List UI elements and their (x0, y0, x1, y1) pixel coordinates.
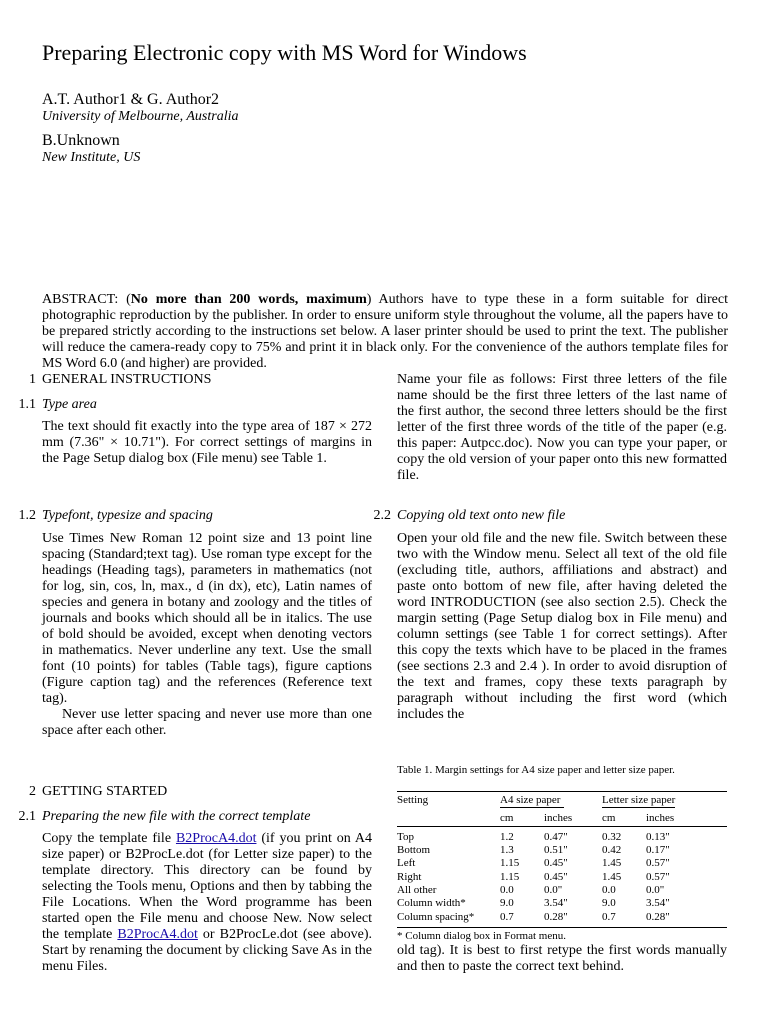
table-cell: Column spacing* (397, 910, 475, 923)
abstract-label: ABSTRACT: ( (42, 292, 131, 307)
section-1-2-text2: Never use letter spacing and never use more than one space after each other. (42, 707, 372, 738)
section-number: 1.1 (18, 397, 36, 412)
unit-header: inches (646, 812, 675, 824)
section-1-2-body (42, 531, 372, 739)
table-cell: 0.13" (646, 830, 670, 843)
table-cell: All other (397, 884, 437, 897)
section-number: 1 (29, 372, 36, 387)
table-header-row (397, 794, 727, 808)
section-1-1-text: The text should fit exactly into the type area of 187 × 272 mm (7.36" × 10.71"). For correct settings of margins in the Page Setup dialog box (File menu) see Table 1. (42, 419, 372, 466)
text-run: Copy the template file (42, 831, 176, 846)
section-1-2-text: Use Times New Roman 12 point size and 13 point line spacing (Standard;text tag). Use roman type except for the headings (Heading tags), parameters in mathematics (not for log, sin, cos, ln, max., d (in dx), etc), Latin names of species and genera in botany and zoology and the titles of journals and books which should all be in italics. The use of bold should be avoided, except when denoting vectors in mathematics. Never underline any text. Use the small font (10 points) for tables (Table tags), figure captions (Figure caption tag) and the references (Reference text tag). (42, 531, 372, 706)
table-units-row (397, 808, 727, 826)
table-top-rule (397, 791, 727, 792)
table-cell: 1.15 (500, 857, 520, 870)
template-link-a4[interactable]: B2ProcA4.dot (175, 831, 257, 846)
table-row (397, 911, 727, 924)
section-number: 2 (29, 784, 36, 799)
table-cell: 0.17" (646, 843, 670, 856)
table-cell: 1.3 (500, 843, 514, 856)
table-cell: 1.45 (602, 857, 622, 870)
table-cell: 0.0 (602, 884, 616, 897)
author-line-1: A.T. Author1 & G. Author2 (42, 91, 220, 108)
right-column-intro: Name your file as follows: First three letters of the file name should be the first three letters of the last name of the first author, the second three letters should be the first letter of the first three words of the title of the paper (e.g. this paper: Autpcc.doc). Now you can type your paper, or copy the old version of your paper onto this new formatted file. (397, 372, 727, 483)
table-cell (397, 808, 500, 826)
table-row (397, 897, 727, 910)
section-number: 2.2 (373, 508, 391, 523)
unit-header: cm (500, 812, 514, 824)
table-cell: 3.54" (646, 897, 670, 910)
affiliation-2: New Institute, US (42, 150, 141, 165)
section-title: Typefont, typesize and spacing (42, 508, 213, 523)
text-run: or B2ProcLe.dot (see above). Start by renaming the document by clicking Save As in the menu Files. (42, 927, 372, 974)
section-number: 2.1 (18, 809, 36, 824)
section-title: Copying old text onto new file (397, 508, 566, 523)
section-title: GENERAL INSTRUCTIONS (42, 372, 212, 387)
abstract-bold: No more than 200 words, maximum (130, 292, 367, 307)
section-title: Preparing the new file with the correct template (42, 809, 311, 824)
table-cell: 0.32 (602, 830, 622, 843)
template-link-a4-2[interactable]: B2ProcA4.dot (117, 927, 198, 942)
table-cell: 0.42 (602, 843, 622, 856)
unit-header: cm (602, 812, 616, 824)
table-cell: 0.45" (544, 870, 568, 883)
a4-group-label: A4 size paper (500, 794, 564, 808)
table-cell: Top (397, 830, 414, 843)
abstract (42, 292, 728, 372)
letter-group-header (602, 794, 727, 808)
section-title: Type area (42, 397, 97, 412)
table-caption: Table 1. Margin settings for A4 size paper and letter size paper. (397, 764, 675, 776)
table-cell: 0.7 (500, 910, 514, 923)
table-cell: 1.15 (500, 870, 520, 883)
table-cell: 9.0 (602, 897, 616, 910)
table-cell: 0.57" (646, 857, 670, 870)
table-row (397, 831, 727, 844)
a4-group-header (500, 794, 602, 808)
table-cell: 0.47" (544, 830, 568, 843)
table-row (397, 844, 727, 857)
table-cell: Bottom (397, 843, 431, 856)
section-2-2-text: Open your old file and the new file. Switch between these two with the Window menu. Select all text of the old file (excluding title, authors, affiliations and abstract) and paste onto bottom of new file, after having deleted the word INTRODUCTION (see also section 2.5). Check the margin setting (Page Setup dialog box in File menu) and column settings (see Table 1 for correct settings). After this copy the texts which have to be placed in the frames (see sections 2.3 and 2.4 ). In order to avoid disruption of the text and frames, copy these texts paragraph by paragraph without including the first word (which includes the (397, 531, 727, 722)
table-cell: 1.45 (602, 870, 622, 883)
table-cell: 0.45" (544, 857, 568, 870)
col-setting-header: Setting (397, 794, 429, 806)
unit-header: inches (544, 812, 573, 824)
section-2-1-text (42, 831, 372, 975)
table-cell: 0.0 (500, 884, 514, 897)
table-bottom-rule (397, 927, 727, 928)
table-cell: 0.0" (646, 884, 665, 897)
table-row (397, 884, 727, 897)
table-cell: Column width* (397, 897, 466, 910)
table-row (397, 871, 727, 884)
table-cell: 0.28" (646, 910, 670, 923)
table-cell: 0.0" (544, 884, 563, 897)
table-cell: 0.7 (602, 910, 616, 923)
text-run: (if you print on A4 size paper) or B2ProcLe.dot (for Letter size paper) to the template directory. This directory can be found by selecting the Tools menu, Options and then by tabbing the File Locations. When the Word programme has been started open the File menu and choose New. Now select the template (42, 831, 373, 942)
affiliation-1: University of Melbourne, Australia (42, 109, 239, 124)
section-number: 1.2 (18, 508, 36, 523)
table-row (397, 857, 727, 870)
right-column-continuation: old tag). It is best to first retype the first words manually and then to paste the correct text behind. (397, 943, 727, 974)
table-cell: 0.57" (646, 870, 670, 883)
table-cell: 3.54" (544, 897, 568, 910)
table-cell: 9.0 (500, 897, 514, 910)
author-line-2: B.Unknown (42, 132, 120, 149)
table-cell: Left (397, 857, 416, 870)
table-footnote: * Column dialog box in Format menu. (397, 930, 566, 942)
table-cell: 0.51" (544, 843, 568, 856)
table-cell: 1.2 (500, 830, 514, 843)
paper-title: Preparing Electronic copy with MS Word for Windows (42, 40, 527, 65)
table-cell: 0.28" (544, 910, 568, 923)
letter-group-label: Letter size paper (602, 794, 676, 806)
abstract-text: ) Authors have to type these in a form suitable for direct photographic reproduction by the publisher. In order to ensure uniform style throughout the volume, all the papers have to be prepared strictly according to the instructions set below. A laser printer should be used to print the text. The publisher will reduce the camera-ready copy to 75% and print it in black only. For the convenience of the authors template files for MS Word 6.0 (and higher) are provided. (42, 292, 728, 371)
table-cell: Right (397, 870, 422, 883)
margin-table (397, 794, 727, 924)
section-title: GETTING STARTED (42, 784, 168, 799)
